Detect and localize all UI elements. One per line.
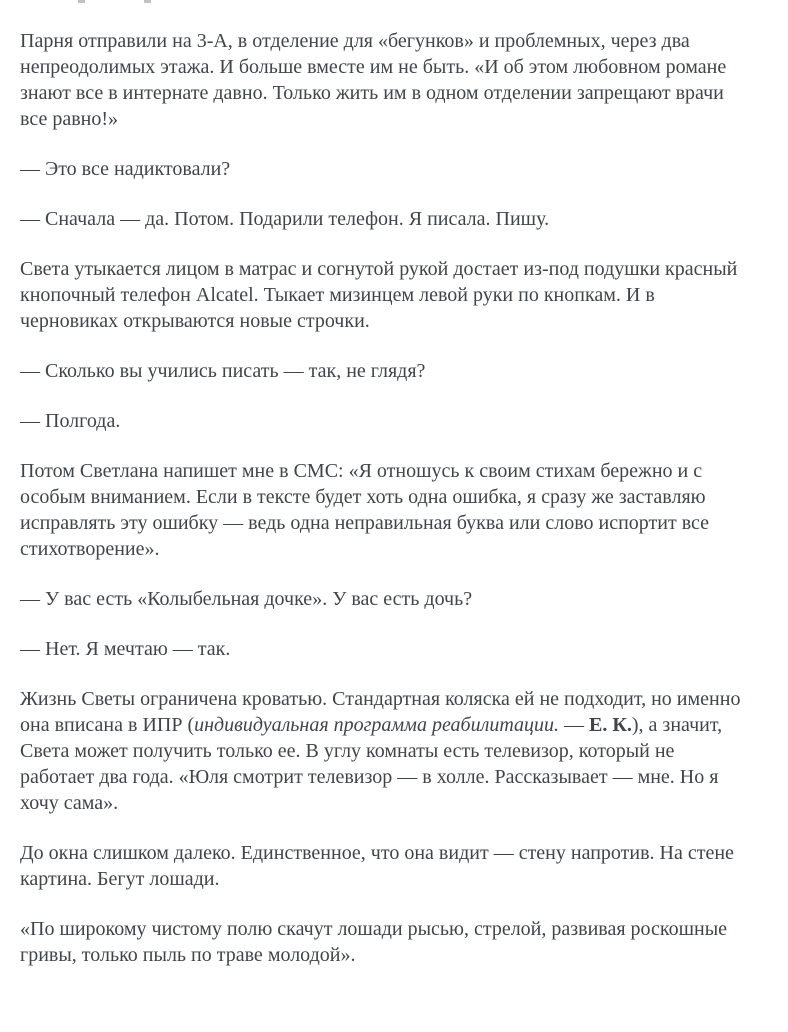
text-run: — Это все надиктовали? bbox=[20, 158, 231, 180]
paragraph bbox=[20, 686, 746, 816]
text-run: — У вас есть «Колыбельная дочке». У вас есть дочь? bbox=[20, 588, 473, 610]
paragraph bbox=[20, 28, 746, 132]
paragraph bbox=[20, 206, 746, 232]
text-run: До окна слишком далеко. Единственное, что она видит — стену напротив. На стене картина. Бегут лошади. bbox=[20, 842, 734, 890]
clipped-text-fragment bbox=[144, 0, 151, 3]
text-run: — Полгода. bbox=[20, 410, 121, 432]
text-run: индивидуальная программа реабилитации. bbox=[194, 714, 560, 736]
paragraph bbox=[20, 916, 746, 968]
text-run: — Сколько вы учились писать — так, не глядя? bbox=[20, 360, 426, 382]
text-run: Е. К. bbox=[589, 714, 632, 736]
text-run: — bbox=[559, 714, 590, 736]
paragraph bbox=[20, 156, 746, 182]
paragraph bbox=[20, 586, 746, 612]
text-run: Потом Светлана напишет мне в СМС: «Я отношусь к своим стихам бережно и с особым вниманием. Если в тексте будет хоть одна ошибка, я сразу же заставляю исправлять эту ошибку — ведь одна неправильная буква или слово испортит все стихотворение». bbox=[20, 460, 710, 560]
paragraph bbox=[20, 358, 746, 384]
paragraph bbox=[20, 408, 746, 434]
text-run: «По широкому чистому полю скачут лошади рысью, стрелой, развивая роскошные гривы, только пыль по траве молодой». bbox=[20, 918, 728, 966]
text-run: Света утыкается лицом в матрас и согнутой рукой достает из-под подушки красный кнопочный телефон Alcatel. Тыкает мизинцем левой руки по кнопкам. И в черновиках открываются новые строчки. bbox=[20, 258, 738, 332]
text-run: ), а значит, Света может получить только ее. В углу комнаты есть телевизор, который не работает два года. «Юля смотрит телевизор — в холле. Рассказывает — мне. Но я хочу сама». bbox=[20, 714, 723, 814]
paragraph bbox=[20, 840, 746, 892]
paragraph bbox=[20, 458, 746, 562]
text-run: — Нет. Я мечтаю — так. bbox=[20, 638, 231, 660]
text-run: Парня отправили на 3-А, в отделение для «бегунков» и проблемных, через два непреодолимых этажа. И больше вместе им не быть. «И об этом любовном романе знают все в интернате давно. Только жить им в одном отделении запрещают врачи все равно!» bbox=[20, 30, 727, 130]
paragraph bbox=[20, 256, 746, 334]
clipped-text-fragment bbox=[78, 0, 85, 3]
text-run: — Сначала — да. Потом. Подарили телефон. Я писала. Пишу. bbox=[20, 208, 550, 230]
text-run: Жизнь Светы ограничена кроватью. Стандартная коляска ей не подходит, но именно она вписана в ИПР ( bbox=[20, 688, 741, 736]
paragraph bbox=[20, 636, 746, 662]
